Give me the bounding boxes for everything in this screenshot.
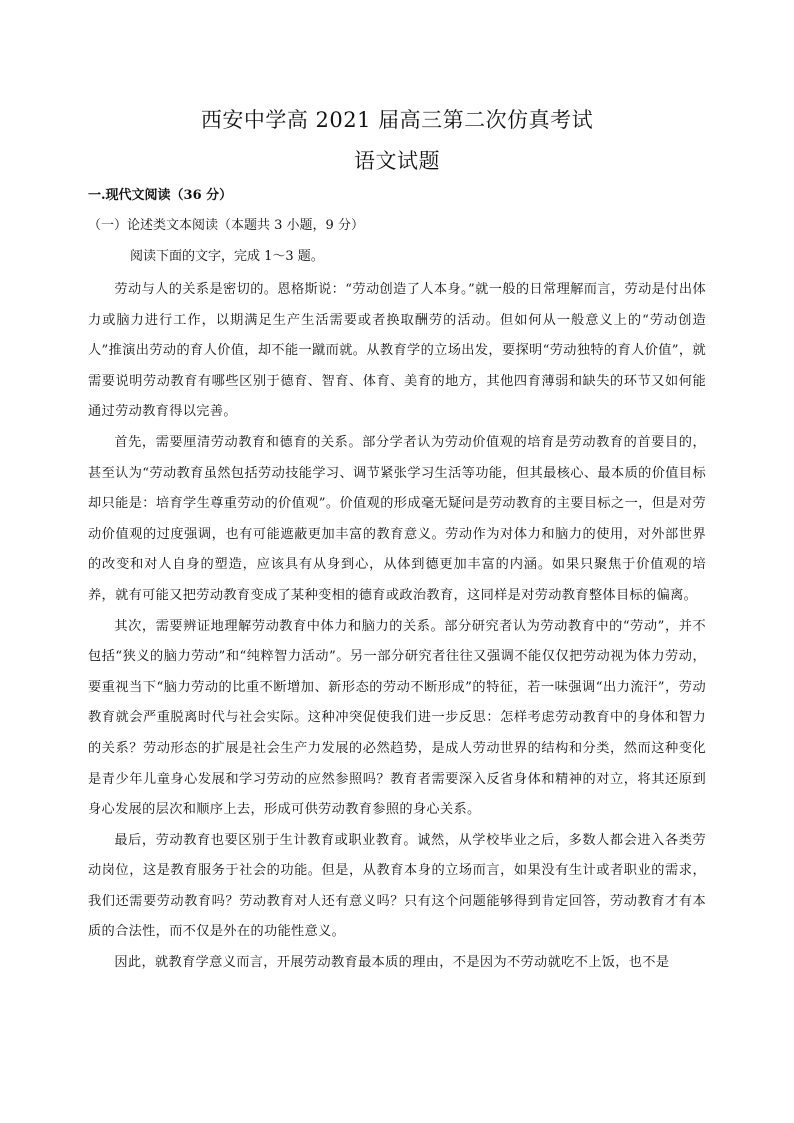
reading-instruction: 阅读下面的文字，完成 1～3 题。 [130, 249, 324, 264]
exam-title: 西安中学高 2021 届高三第二次仿真考试 [200, 108, 594, 132]
exam-subject-title: 语文试题 [354, 149, 440, 173]
subsection-heading: （一）论述类文本阅读（本题共 3 小题，9 分） [88, 218, 364, 233]
passage-paragraph-1: 劳动与人的关系是密切的。恩格斯说：“劳动创造了人本身。”就一般的日常理解而言，劳动是付出体力或脑力进行工作，以期满足生产生活需要或者换取酬劳的活动。但如何从一般意义上的“劳动创造人”推演出劳动的育人价值，却不能一蹴而就。从教育学的立场出发，要探明“劳动独特的育人价值”，就需要说明劳动教育有哪些区别于德育、智育、体育、美育的地方，其他四育薄弱和缺失的环节又如何能通过劳动教育得以完善。 [88, 282, 706, 420]
passage-paragraph-5: 因此，就教育学意义而言，开展劳动教育最本质的理由，不是因为不劳动就吃不上饭，也不是 [114, 955, 670, 971]
passage-paragraph-2: 首先，需要厘清劳动教育和德育的关系。部分学者认为劳动价值观的培育是劳动教育的首要目的，甚至认为“劳动教育虽然包括劳动技能学习、调节紧张学习生活等功能，但其最核心、最本质的价值目标却只能是：培育学生尊重劳动的价值观”。价值观的形成毫无疑问是劳动教育的主要目标之一，但是对劳动价值观的过度强调，也有可能遮蔽更加丰富的教育意义。劳动作为对体力和脑力的使用，对外部世界的改变和对人自身的塑造，应该具有从身到心，从体到德更加丰富的内涵。如果只聚焦于价值观的培养，就有可能又把劳动教育变成了某种变相的德育或政治教育，这同样是对劳动教育整体目标的偏离。 [88, 434, 706, 603]
passage-paragraph-3: 其次，需要辨证地理解劳动教育中体力和脑力的关系。部分研究者认为劳动教育中的“劳动”，并不包括“狭义的脑力劳动”和“纯粹智力活动”。另一部分研究者往往又强调不能仅仅把劳动视为体力劳动，要重视当下“脑力劳动的比重不断增加、新形态的劳动不断形成”的特征，若一味强调“出力流汗”，劳动教育就会严重脱离时代与社会实际。这种冲突促使我们进一步反思：怎样考虑劳动教育中的身体和智力的关系？劳动形态的扩展是社会生产力发展的必然趋势，是成人劳动世界的结构和分类，然而这种变化是青少年儿童身心发展和学习劳动的应然参照吗？教育者需要深入反省身体和精神的对立，将其还原到身心发展的层次和顺序上去，形成可供劳动教育参照的身心关系。 [88, 618, 706, 818]
passage-paragraph-4: 最后，劳动教育也要区别于生计教育或职业教育。诚然，从学校毕业之后，多数人都会进入各类劳动岗位，这是教育服务于社会的功能。但是，从教育本身的立场而言，如果没有生计或者职业的需求，我们还需要劳动教育吗？劳动教育对人还有意义吗？只有这个问题能够得到肯定回答，劳动教育才有本质的合法性，而不仅是外在的功能性意义。 [88, 832, 706, 940]
reading-passage [88, 275, 706, 979]
section-heading: 一.现代文阅读（36 分） [88, 188, 233, 203]
